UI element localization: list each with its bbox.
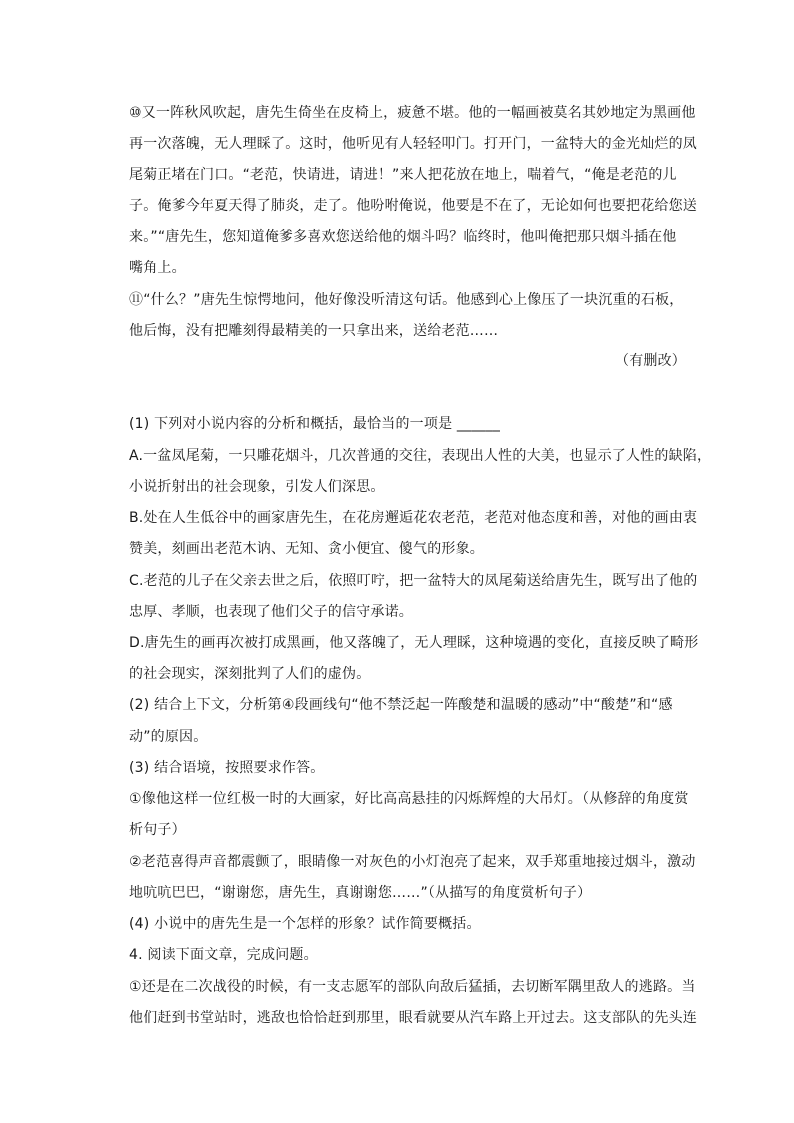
- question-2-line-2: 动”的原因。: [129, 729, 208, 745]
- option-b-line-1: B.处在人生低谷中的画家唐先生，在花房邂逅花农老范，老范对他态度和善，对他的画由衷: [129, 510, 698, 526]
- option-a-line-1: A.一盆凤尾菊，一只雕花烟斗，几次普通的交往，表现出人性的大美，也显示了人性的缺陷，: [129, 448, 712, 464]
- paragraph-11-line-2: 他后悔，没有把雕刻得最精美的一只拿出来，送给老范……: [129, 323, 499, 339]
- question-3-stem: (3) 结合语境，按照要求作答。: [129, 760, 325, 776]
- question-3-item-1-line-2: 析句子）: [129, 822, 186, 838]
- option-d-line-1: D.唐先生的画再次被打成黑画，他又落魄了，无人理睬，这种境遇的变化，直接反映了畸形: [129, 635, 699, 651]
- source-note: （有删改）: [615, 353, 686, 369]
- question-1-stem: (1) 下列对小说内容的分析和概括，最恰当的一项是 ______: [129, 416, 501, 432]
- option-c-line-1: C.老范的儿子在父亲去世之后，依照叮咛，把一盆特大的凤尾菊送给唐先生，既写出了他的: [129, 573, 698, 589]
- paragraph-10-line-6: 嘴角上。: [129, 260, 186, 276]
- passage-paragraph-1-line-2: 他们赶到书堂站时，逃敌也恰恰赶到那里，眼看就要从汽车路上开过去。这支部队的先头连: [129, 1010, 697, 1026]
- option-d-line-2: 的社会现实，深刻批判了人们的虚伪。: [129, 666, 371, 682]
- section-4-heading: 4. 阅读下面文章，完成问题。: [129, 947, 318, 963]
- paragraph-10-line-1: ⑩又一阵秋风吹起，唐先生倚坐在皮椅上，疲惫不堪。他的一幅画被莫名其妙地定为黑画他: [129, 105, 696, 121]
- question-4-stem: (4) 小说中的唐先生是一个怎样的形象？试作简要概括。: [129, 916, 481, 932]
- option-a-line-2: 小说折射出的社会现象，引发人们深思。: [129, 479, 385, 495]
- question-3-item-1-line-1: ①像他这样一位红极一时的大画家，好比高高悬挂的闪烁辉煌的大吊灯。（从修辞的角度赏: [129, 791, 689, 807]
- passage-paragraph-1-line-1: ①还是在二次战役的时候，有一支志愿军的部队向敌后猛插，去切断军隅里敌人的逃路。当: [129, 979, 696, 995]
- paragraph-10-line-5: 来。”“唐先生，您知道俺爹多喜欢您送给他的烟斗吗？临终时，他叫俺把那只烟斗插在他: [129, 229, 677, 245]
- paragraph-11-line-1: ⑪“什么？”唐先生惊愕地问，他好像没听清这句话。他感到心上像压了一块沉重的石板，: [129, 292, 684, 308]
- option-b-line-2: 赞美，刻画出老范木讷、无知、贪小便宜、傻气的形象。: [129, 541, 484, 557]
- paragraph-10-line-4: 子。俺爹今年夏天得了肺炎，走了。他吩咐俺说，他要是不在了，无论如何也要把花给您送: [129, 198, 697, 214]
- paragraph-10-line-2: 再一次落魄，无人理睬了。这时，他听见有人轻轻叩门。打开门，一盆特大的金光灿烂的凤: [129, 136, 697, 152]
- paragraph-10-line-3: 尾菊正堵在门口。“老范，快请进，请进！”来人把花放在地上，喘着气，“俺是老范的儿: [129, 167, 677, 183]
- question-3-item-2-line-2: 地吭吭巴巴，“谢谢您，唐先生，真谢谢您……”（从描写的角度赏析句子）: [129, 885, 592, 901]
- question-3-item-2-line-1: ②老范喜得声音都震颤了，眼睛像一对灰色的小灯泡亮了起来，双手郑重地接过烟斗，激动: [129, 854, 696, 870]
- question-2-line-1: (2) 结合上下文，分析第④段画线句“他不禁泛起一阵酸楚和温暖的感动”中“酸楚”和“感: [129, 697, 673, 713]
- option-c-line-2: 忠厚、孝顺，也表现了他们父子的信守承诺。: [129, 604, 413, 620]
